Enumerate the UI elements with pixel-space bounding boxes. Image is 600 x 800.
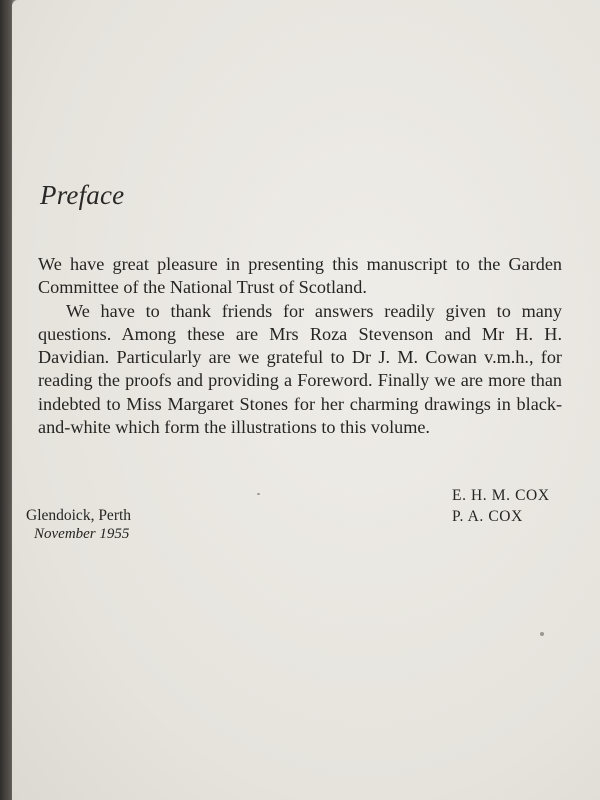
page-smudge <box>540 632 544 636</box>
date: November 1955 <box>34 526 130 542</box>
place: Glendoick, Perth <box>26 507 132 524</box>
paragraph-2: We have to thank friends for answers readily given to many questions. Among these are Mrs Roza Stevenson and Mr H. H. Davidian. Particularly are we grateful to Dr J. M. Cowan v.m.h., for reading the proofs and providing a Foreword. Finally we are more than indebted to Miss Margaret Stones for her charming drawings in black-and-white which form the illustrations to this volume. <box>38 300 562 438</box>
preface-heading: Preface <box>40 180 125 210</box>
preface-body <box>38 253 562 439</box>
paragraph-1: We have great pleasure in presenting this manuscript to the Garden Committee of the National Trust of Scotland. <box>38 254 562 298</box>
signatory-2: P. A. COX <box>452 508 523 525</box>
signatory-1: E. H. M. COX <box>452 487 550 504</box>
page-smudge <box>257 493 260 495</box>
